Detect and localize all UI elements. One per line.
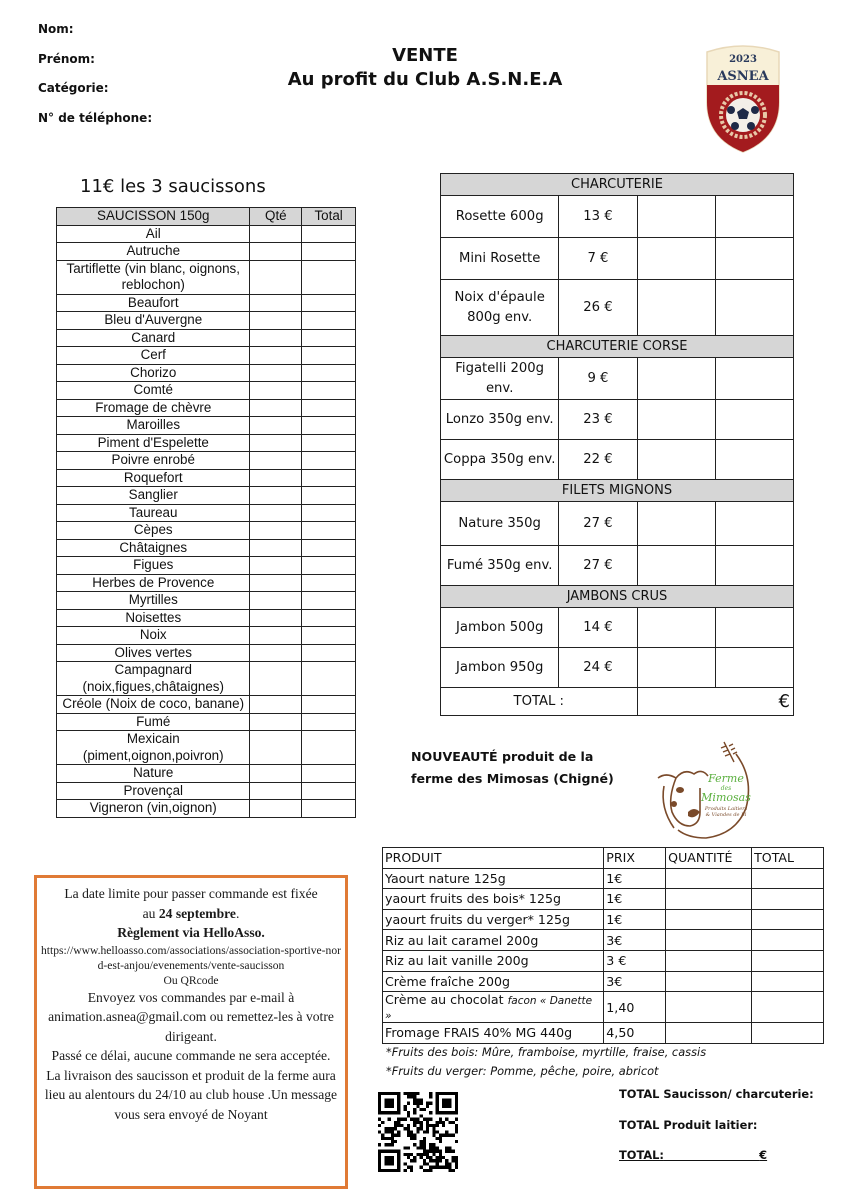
qty-cell[interactable] (250, 800, 302, 818)
qty-cell[interactable] (250, 522, 302, 540)
saucisson-name: Cerf (57, 347, 250, 365)
charcuterie-row (441, 608, 794, 648)
qty-cell[interactable] (666, 992, 752, 1023)
saucisson-row (57, 574, 356, 592)
section-title: CHARCUTERIE CORSE (441, 336, 794, 358)
total-cell[interactable] (302, 696, 356, 714)
qty-cell[interactable] (250, 504, 302, 522)
saucisson-row (57, 644, 356, 662)
charcuterie-total-row (441, 688, 794, 716)
total-cell[interactable] (302, 225, 356, 243)
qty-cell[interactable] (250, 364, 302, 382)
qty-cell[interactable] (250, 347, 302, 365)
product-price: 23 € (559, 400, 637, 440)
info-box (34, 875, 348, 1189)
note-fruits-verger: *Fruits du verger: Pomme, pêche, poire, abricot (386, 1064, 659, 1078)
qty-cell[interactable] (250, 434, 302, 452)
dairy-row (383, 889, 824, 910)
qty-cell[interactable] (637, 400, 715, 440)
product-name: Noix d'épaule 800g env. (441, 280, 559, 336)
saucisson-name: Vigneron (vin,oignon) (57, 800, 250, 818)
saucisson-row (57, 731, 356, 765)
saucisson-name: Sanglier (57, 487, 250, 505)
qty-cell[interactable] (250, 329, 302, 347)
product-price: 1€ (604, 909, 666, 930)
nouveaute-line-2: ferme des Mimosas (Chigné) (411, 771, 614, 786)
helloasso-link[interactable]: https://www.helloasso.com/associations/association-sportive-nord-est-anjou/evenements/vente-saucisson (41, 943, 341, 972)
total-cell[interactable] (302, 557, 356, 575)
col-saucisson: SAUCISSON 150g (57, 208, 250, 226)
total-cell[interactable] (715, 400, 793, 440)
saucisson-name: Fromage de chèvre (57, 399, 250, 417)
product-price: 27 € (559, 502, 637, 546)
product-price: 13 € (559, 196, 637, 238)
qty-cell[interactable] (250, 417, 302, 435)
saucisson-name: Cèpes (57, 522, 250, 540)
dairy-row (383, 868, 824, 889)
fruit-notes (386, 1043, 706, 1081)
product-name: Jambon 950g (441, 648, 559, 688)
total-cell[interactable] (752, 950, 824, 971)
title-line-2: Au profit du Club A.S.N.E.A (287, 69, 563, 90)
saucisson-row (57, 539, 356, 557)
qty-cell[interactable] (250, 765, 302, 783)
saucisson-row (57, 557, 356, 575)
qty-cell[interactable] (250, 696, 302, 714)
cow-wheat-logo-icon (654, 738, 756, 842)
total-cell[interactable] (715, 196, 793, 238)
product-name: Riz au lait vanille 200g (383, 950, 604, 971)
saucisson-row (57, 713, 356, 731)
svg-text:Produits Laitiers: Produits Laitiers (704, 806, 748, 812)
qty-cell[interactable] (250, 469, 302, 487)
deadline-date: au 24 septembre. (142, 905, 240, 921)
saucisson-row (57, 522, 356, 540)
charcuterie-row (441, 358, 794, 400)
qty-cell[interactable] (250, 399, 302, 417)
saucisson-name: Myrtilles (57, 592, 250, 610)
grand-total-currency: € (759, 1148, 768, 1162)
nouveaute-line-1: NOUVEAUTÉ produit de la (411, 749, 594, 764)
total-cell[interactable] (302, 434, 356, 452)
charcuterie-row (441, 280, 794, 336)
qty-cell[interactable] (250, 382, 302, 400)
product-name: Crème fraîche 200g (383, 971, 604, 992)
total-cell[interactable] (302, 469, 356, 487)
total-cell[interactable] (715, 502, 793, 546)
total-laitier-label: TOTAL Produit laitier: (619, 1117, 758, 1132)
total-cell[interactable] (302, 504, 356, 522)
email-line: animation.asnea@gmail.com ou remettez-les à votre dirigeant. (48, 1009, 334, 1044)
product-name: Fromage FRAIS 40% MG 440g (383, 1023, 604, 1044)
saucisson-name: Châtaignes (57, 539, 250, 557)
col-produit: PRODUIT (383, 848, 604, 869)
saucisson-name: Créole (Noix de coco, banane) (57, 696, 250, 714)
total-cell[interactable] (752, 868, 824, 889)
product-price: 7 € (559, 238, 637, 280)
saucisson-row (57, 627, 356, 645)
col-prix: PRIX (604, 848, 666, 869)
qty-cell[interactable] (250, 731, 302, 765)
saucisson-name: Ail (57, 225, 250, 243)
saucisson-row (57, 469, 356, 487)
saucisson-row (57, 504, 356, 522)
saucisson-name: Poivre enrobé (57, 452, 250, 470)
payment-heading: Règlement via HelloAsso. (117, 925, 265, 940)
field-telephone: N° de téléphone: (38, 110, 153, 125)
product-price: 1,40 (604, 992, 666, 1023)
dairy-row (383, 930, 824, 951)
delivery-info: La livraison des saucisson et produit de la ferme aura lieu au alentours du 24/10 au club house .Un message vous sera envoyé de Noyant (44, 1067, 338, 1122)
product-price: 9 € (559, 358, 637, 400)
dairy-header-row (383, 848, 824, 869)
note-fruits-bois: *Fruits des bois: Mûre, framboise, myrtille, fraise, cassis (386, 1045, 707, 1059)
saucisson-name: Maroilles (57, 417, 250, 435)
total-cell[interactable] (302, 609, 356, 627)
qty-cell[interactable] (250, 243, 302, 261)
saucisson-row (57, 243, 356, 261)
total-cell[interactable] (302, 574, 356, 592)
qty-cell[interactable] (250, 260, 302, 294)
product-name: Yaourt nature 125g (383, 868, 604, 889)
saucisson-name: Mexicain (piment,oignon,poivron) (57, 731, 250, 765)
grand-total (619, 1148, 814, 1179)
qty-cell[interactable] (250, 225, 302, 243)
product-price: 22 € (559, 440, 637, 480)
saucisson-name: Noix (57, 627, 250, 645)
charcuterie-row (441, 502, 794, 546)
total-cell[interactable] (302, 765, 356, 783)
total-cell[interactable] (302, 539, 356, 557)
total-cell[interactable] (302, 399, 356, 417)
charcuterie-row (441, 648, 794, 688)
saucisson-row (57, 347, 356, 365)
product-note: facon « Danette » (385, 995, 593, 1023)
saucisson-row (57, 592, 356, 610)
qty-cell[interactable] (250, 294, 302, 312)
qr-code-icon[interactable] (378, 1092, 458, 1172)
qty-cell[interactable] (250, 592, 302, 610)
qty-cell[interactable] (250, 557, 302, 575)
saucisson-row (57, 417, 356, 435)
total-cell[interactable] (302, 294, 356, 312)
product-name: Mini Rosette (441, 238, 559, 280)
total-cell[interactable] (715, 358, 793, 400)
charcuterie-row (441, 238, 794, 280)
total-cell[interactable] (302, 260, 356, 294)
total-label: TOTAL : (441, 688, 638, 716)
total-cell[interactable] (752, 1023, 824, 1044)
qty-cell[interactable] (666, 971, 752, 992)
product-price: 14 € (559, 608, 637, 648)
ferme-mimosas-logo (654, 738, 756, 842)
qty-cell[interactable] (666, 950, 752, 971)
nouveaute-heading (411, 746, 614, 790)
total-cell[interactable] (302, 713, 356, 731)
saucisson-name: Campagnard (noix,figues,châtaignes) (57, 662, 250, 696)
product-price: 3 € (604, 950, 666, 971)
qty-cell[interactable] (637, 238, 715, 280)
dairy-row (383, 1023, 824, 1044)
svg-text:Mimosas: Mimosas (701, 791, 751, 804)
saucisson-name: Herbes de Provence (57, 574, 250, 592)
total-cell[interactable] (302, 382, 356, 400)
saucisson-row (57, 312, 356, 330)
saucisson-row (57, 800, 356, 818)
svg-text:des: des (720, 785, 732, 792)
qty-cell[interactable] (637, 546, 715, 586)
charcuterie-row (441, 440, 794, 480)
deadline-line: La date limite pour passer commande est fixée (64, 886, 318, 901)
section-header (441, 336, 794, 358)
field-categorie: Catégorie: (38, 81, 109, 95)
saucisson-row (57, 434, 356, 452)
saucisson-name: Comté (57, 382, 250, 400)
qty-cell[interactable] (250, 609, 302, 627)
total-cell[interactable] (302, 800, 356, 818)
total-cell[interactable] (302, 627, 356, 645)
section-title: JAMBONS CRUS (441, 586, 794, 608)
promo-text: 11€ les 3 saucissons (80, 176, 266, 197)
total-cell[interactable] (302, 417, 356, 435)
saucisson-row (57, 487, 356, 505)
dairy-row (383, 909, 824, 930)
qty-cell[interactable] (250, 662, 302, 696)
qty-cell[interactable] (637, 502, 715, 546)
qty-cell[interactable] (666, 868, 752, 889)
saucisson-row (57, 782, 356, 800)
saucisson-row (57, 765, 356, 783)
saucisson-row (57, 399, 356, 417)
asnea-logo (703, 40, 783, 155)
section-header (441, 480, 794, 502)
total-saucisson-label: TOTAL Saucisson/ charcuterie: (619, 1087, 814, 1101)
saucisson-name: Figues (57, 557, 250, 575)
total-cell[interactable] (302, 347, 356, 365)
section-title: FILETS MIGNONS (441, 480, 794, 502)
qty-cell[interactable] (666, 909, 752, 930)
total-cell[interactable] (302, 731, 356, 765)
dairy-row (383, 971, 824, 992)
saucisson-row (57, 329, 356, 347)
customer-fields (38, 22, 152, 140)
product-price: 1€ (604, 868, 666, 889)
product-price: 27 € (559, 546, 637, 586)
qty-cell[interactable] (250, 627, 302, 645)
saucisson-name: Olives vertes (57, 644, 250, 662)
total-cell[interactable] (302, 487, 356, 505)
qr-hint: Ou QRcode (163, 973, 219, 987)
product-name: yaourt fruits du verger* 125g (383, 909, 604, 930)
product-price: 3€ (604, 971, 666, 992)
col-quantite: QUANTITÉ (666, 848, 752, 869)
saucisson-name: Chorizo (57, 364, 250, 382)
saucisson-name: Bleu d'Auvergne (57, 312, 250, 330)
saucisson-row (57, 260, 356, 294)
page-title (240, 44, 610, 92)
total-cell[interactable] (302, 364, 356, 382)
total-cell[interactable] (302, 522, 356, 540)
qty-cell[interactable] (666, 930, 752, 951)
product-name: Jambon 500g (441, 608, 559, 648)
product-name: Rosette 600g (441, 196, 559, 238)
saucisson-name: Noisettes (57, 609, 250, 627)
product-price: 1€ (604, 889, 666, 910)
saucisson-table (56, 207, 356, 818)
qty-cell[interactable] (666, 889, 752, 910)
product-name: yaourt fruits des bois* 125g (383, 889, 604, 910)
saucisson-row (57, 382, 356, 400)
order-totals (619, 1087, 814, 1179)
total-cell[interactable] (302, 452, 356, 470)
total-cell[interactable] (715, 280, 793, 336)
field-prenom: Prénom: (38, 51, 95, 66)
product-name: Lonzo 350g env. (441, 400, 559, 440)
total-cell[interactable] (715, 546, 793, 586)
dairy-row (383, 992, 824, 1023)
email-link[interactable]: animation.asnea@gmail.com (48, 1009, 207, 1024)
email-instruction: Envoyez vos commandes par e-mail à (87, 989, 295, 1005)
product-name: Riz au lait caramel 200g (383, 930, 604, 951)
no-late-orders: Passé ce délai, aucune commande ne sera acceptée. (51, 1048, 331, 1063)
product-price: 24 € (559, 648, 637, 688)
saucisson-name: Roquefort (57, 469, 250, 487)
qty-cell[interactable] (637, 358, 715, 400)
saucisson-name: Canard (57, 329, 250, 347)
col-total: Total (302, 208, 356, 226)
total-value[interactable]: € (637, 688, 793, 716)
saucisson-name: Autruche (57, 243, 250, 261)
svg-text:Ferme: Ferme (708, 772, 744, 785)
field-nom: Nom: (38, 22, 74, 36)
saucisson-name: Nature (57, 765, 250, 783)
saucisson-name: Beaufort (57, 294, 250, 312)
col-total: TOTAL (752, 848, 824, 869)
qty-cell[interactable] (250, 644, 302, 662)
product-name: Coppa 350g env. (441, 440, 559, 480)
qty-cell[interactable] (637, 440, 715, 480)
svg-text:2023: 2023 (729, 54, 757, 65)
total-cell[interactable] (752, 909, 824, 930)
saucisson-row (57, 696, 356, 714)
product-price: 26 € (559, 280, 637, 336)
section-title: CHARCUTERIE (441, 174, 794, 196)
svg-text:& Viandes de Bl: & Viandes de Bl (705, 812, 747, 818)
saucisson-header-row (57, 208, 356, 226)
total-cell[interactable] (752, 971, 824, 992)
total-cell[interactable] (302, 782, 356, 800)
product-name: Crème au chocolat facon « Danette » (383, 992, 604, 1023)
qty-cell[interactable] (250, 452, 302, 470)
soccer-ball-shield-icon (703, 40, 783, 155)
charcuterie-row (441, 546, 794, 586)
qty-cell[interactable] (637, 196, 715, 238)
product-price: 4,50 (604, 1023, 666, 1044)
saucisson-row (57, 364, 356, 382)
qty-cell[interactable] (637, 648, 715, 688)
charcuterie-row (441, 196, 794, 238)
svg-text:ASNEA: ASNEA (717, 69, 769, 84)
total-cell[interactable] (302, 329, 356, 347)
saucisson-name: Fumé (57, 713, 250, 731)
qty-cell[interactable] (250, 312, 302, 330)
total-cell[interactable] (302, 312, 356, 330)
grand-total-label: TOTAL: (619, 1148, 664, 1162)
total-cell[interactable] (752, 930, 824, 951)
saucisson-name: Piment d'Espelette (57, 434, 250, 452)
qty-cell[interactable] (637, 608, 715, 648)
charcuterie-row (441, 400, 794, 440)
product-price: 3€ (604, 930, 666, 951)
title-line-1: VENTE (392, 45, 458, 66)
col-qte: Qté (250, 208, 302, 226)
saucisson-row (57, 452, 356, 470)
product-name: Nature 350g (441, 502, 559, 546)
charcuterie-table (440, 173, 794, 716)
dairy-row (383, 950, 824, 971)
total-cell[interactable] (715, 608, 793, 648)
saucisson-name: Tartiflette (vin blanc, oignons, reblochon) (57, 260, 250, 294)
total-cell[interactable] (302, 592, 356, 610)
saucisson-row (57, 662, 356, 696)
total-cell[interactable] (715, 238, 793, 280)
section-header (441, 174, 794, 196)
product-name: Fumé 350g env. (441, 546, 559, 586)
qty-cell[interactable] (250, 539, 302, 557)
total-cell[interactable] (715, 648, 793, 688)
saucisson-row (57, 609, 356, 627)
saucisson-row (57, 225, 356, 243)
total-cell[interactable] (715, 440, 793, 480)
saucisson-row (57, 294, 356, 312)
total-cell[interactable] (302, 662, 356, 696)
dairy-table (382, 847, 824, 1044)
total-cell[interactable] (752, 992, 824, 1023)
qty-cell[interactable] (250, 487, 302, 505)
qty-cell[interactable] (666, 1023, 752, 1044)
qty-cell[interactable] (250, 713, 302, 731)
total-cell[interactable] (302, 243, 356, 261)
qty-cell[interactable] (637, 280, 715, 336)
total-cell[interactable] (302, 644, 356, 662)
saucisson-name: Provençal (57, 782, 250, 800)
saucisson-name: Taureau (57, 504, 250, 522)
product-name: Figatelli 200g env. (441, 358, 559, 400)
section-header (441, 586, 794, 608)
qty-cell[interactable] (250, 574, 302, 592)
qty-cell[interactable] (250, 782, 302, 800)
total-cell[interactable] (752, 889, 824, 910)
